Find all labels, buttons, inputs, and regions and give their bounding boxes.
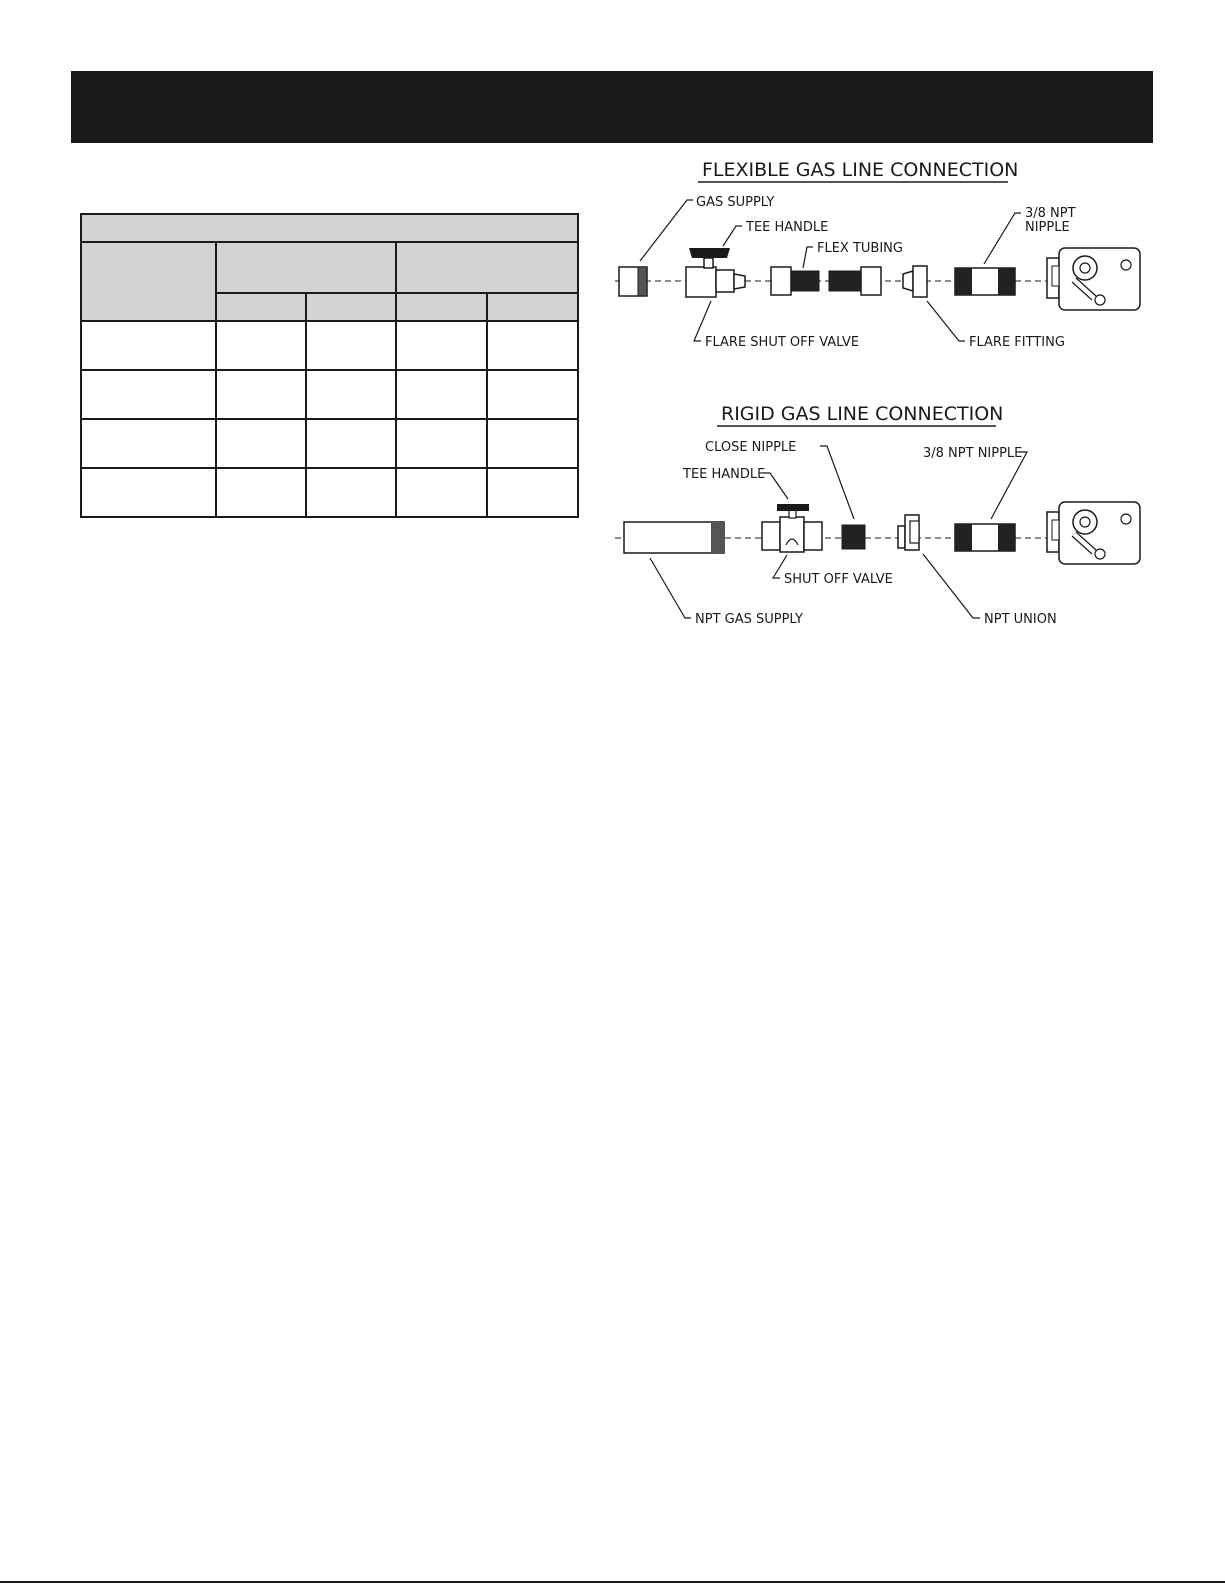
label-shutoff-valve: SHUT OFF VALVE xyxy=(784,572,893,587)
header-bar xyxy=(71,71,1153,143)
flare-shutoff-valve xyxy=(686,248,745,297)
table-row xyxy=(81,370,578,419)
label-gas-supply: GAS SUPPLY xyxy=(696,195,775,210)
label-flare-shutoff-valve: FLARE SHUT OFF VALVE xyxy=(705,335,860,350)
table-row xyxy=(81,468,578,517)
flexible-title: FLEXIBLE GAS LINE CONNECTION xyxy=(702,159,1019,181)
shutoff-valve xyxy=(762,504,822,552)
npt-nipple xyxy=(955,268,1015,295)
rigid-connection-diagram xyxy=(610,395,1150,635)
flexible-connection-diagram xyxy=(610,150,1150,360)
npt-nipple xyxy=(955,524,1015,551)
label-npt-nipple: 3/8 NPT NIPPLE xyxy=(923,446,1023,461)
label-tee-handle: TEE HANDLE xyxy=(746,220,829,235)
label-close-nipple: CLOSE NIPPLE xyxy=(705,440,797,455)
table-group-header-2 xyxy=(396,242,578,293)
footer-rule xyxy=(0,1581,1225,1583)
table-subheader-4 xyxy=(487,293,578,321)
table-title-cell xyxy=(81,214,578,242)
gas-supply-pipe xyxy=(619,267,647,296)
label-flare-fitting: FLARE FITTING xyxy=(969,335,1065,350)
gas-valve-body xyxy=(1047,502,1140,564)
label-npt-gas-supply: NPT GAS SUPPLY xyxy=(695,612,803,627)
label-flex-tubing: FLEX TUBING xyxy=(817,241,903,256)
table-subheader-2 xyxy=(306,293,396,321)
label-npt-nipple-line2: NIPPLE xyxy=(1025,220,1070,235)
table-group-header-1 xyxy=(216,242,396,293)
close-nipple xyxy=(842,525,865,549)
rigid-title: RIGID GAS LINE CONNECTION xyxy=(721,403,1004,425)
spec-table xyxy=(80,213,579,518)
table-row xyxy=(81,321,578,370)
gas-valve-body xyxy=(1047,248,1140,310)
label-tee-handle: TEE HANDLE xyxy=(683,467,766,482)
npt-union xyxy=(898,515,919,550)
table-subheader-1 xyxy=(216,293,306,321)
table-row-header-cell xyxy=(81,242,216,321)
label-npt-union: NPT UNION xyxy=(984,612,1057,627)
table-subheader-3 xyxy=(396,293,487,321)
npt-gas-supply-pipe xyxy=(624,522,724,553)
table-row xyxy=(81,419,578,468)
flare-fitting xyxy=(903,266,927,297)
label-npt-nipple-line1: 3/8 NPT xyxy=(1025,206,1076,221)
